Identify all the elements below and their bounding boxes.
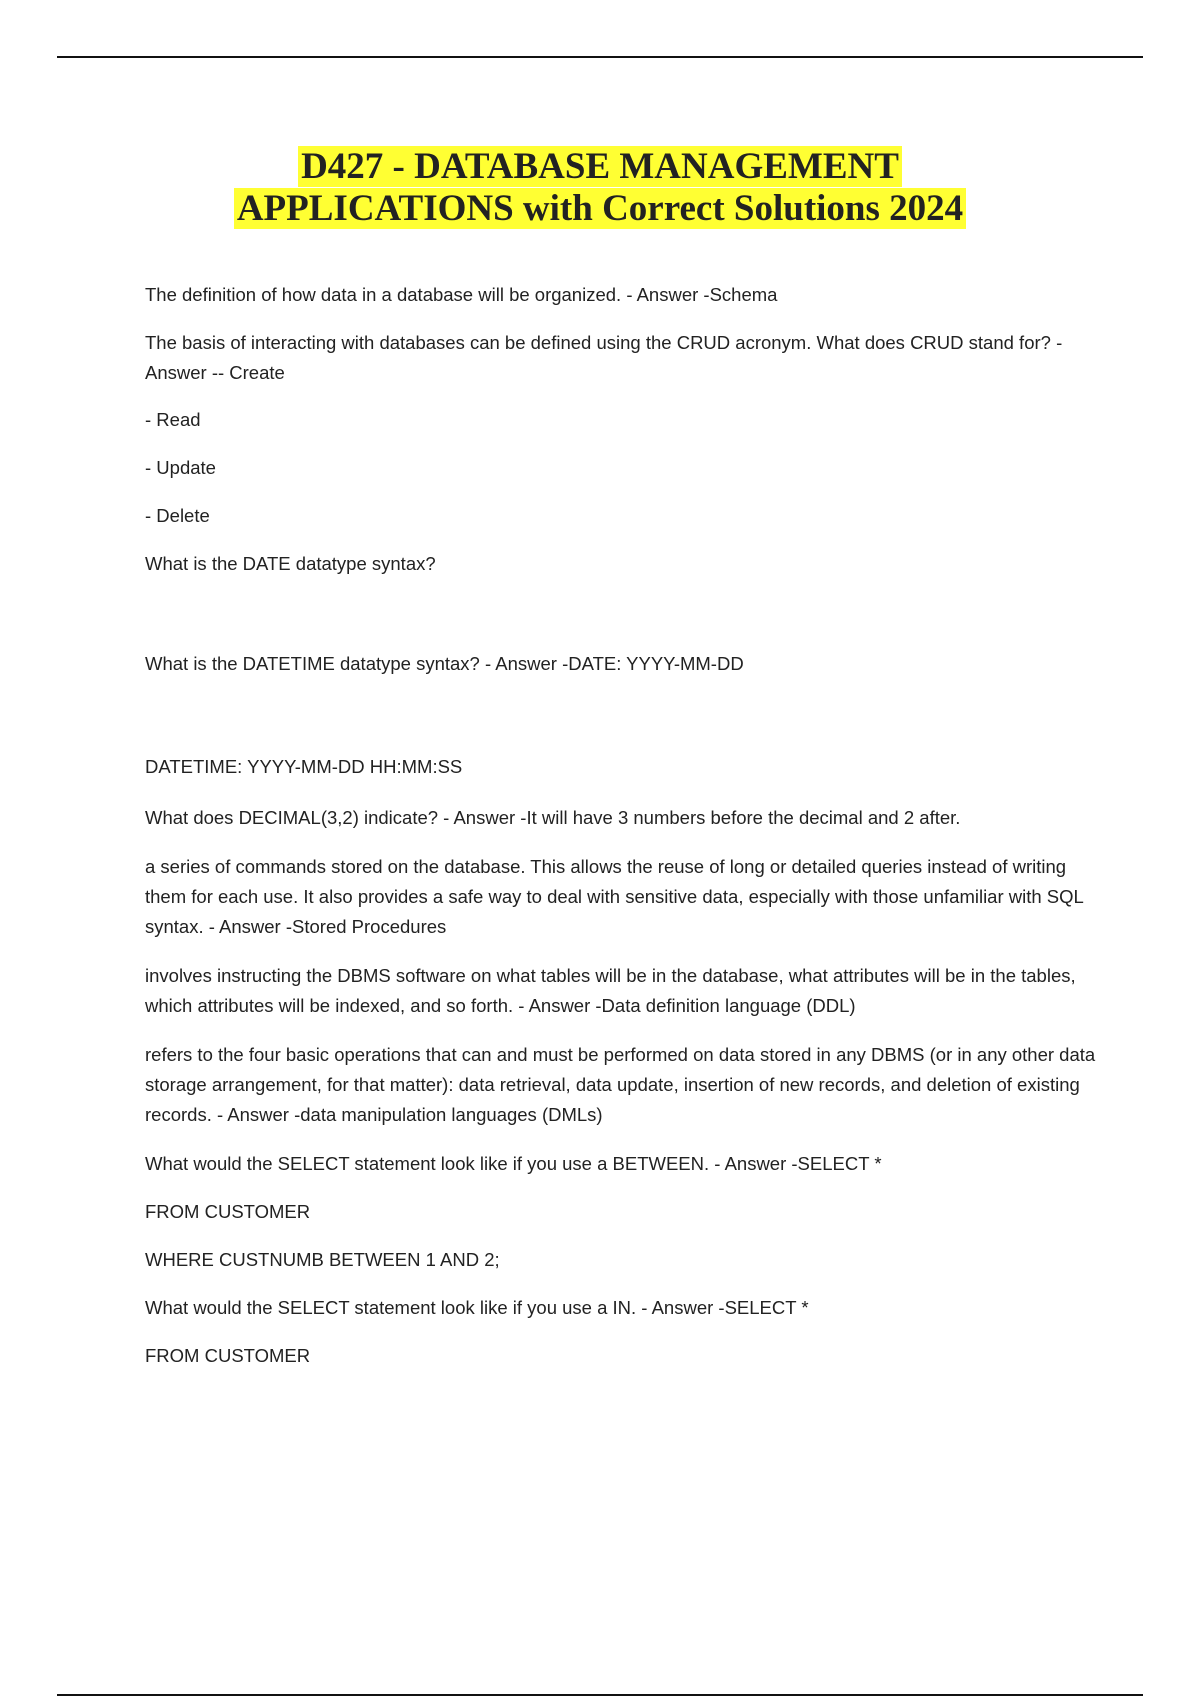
paragraph-dml: refers to the four basic operations that can and must be performed on data stored in any DBMS (or in any other data storage arrangement, for that matter): data retrieval, data update, insertion of new records, and deletion of existing records. - Answer -data manipulation languages (DMLs) bbox=[145, 1044, 1096, 1125]
paragraph-delete: - Delete bbox=[145, 505, 210, 526]
paragraph-date-question: What is the DATE datatype syntax? bbox=[145, 553, 436, 574]
title-line-2: APPLICATIONS with Correct Solutions 2024 bbox=[234, 188, 966, 229]
title-line-1: D427 - DATABASE MANAGEMENT bbox=[298, 146, 902, 187]
paragraph-decimal: What does DECIMAL(3,2) indicate? - Answer -It will have 3 numbers before the decimal and 2 after. bbox=[145, 807, 961, 828]
paragraph-between-question: What would the SELECT statement look like if you use a BETWEEN. - Answer -SELECT * bbox=[145, 1153, 882, 1174]
paragraph-crud: The basis of interacting with databases can be defined using the CRUD acronym. What does CRUD stand for? - Answer -- Create bbox=[145, 332, 1063, 383]
paragraph-datetime-answer: DATETIME: YYYY-MM-DD HH:MM:SS bbox=[145, 756, 463, 777]
paragraph-from-customer-2: FROM CUSTOMER bbox=[145, 1345, 311, 1366]
top-divider bbox=[57, 56, 1143, 58]
paragraph-stored-procedures: a series of commands stored on the database. This allows the reuse of long or detailed queries instead of writing them for each use. It also provides a safe way to deal with sensitive data, especially with those unfamiliar with SQL syntax. - Answer -Stored Procedures bbox=[145, 856, 1084, 937]
bottom-divider bbox=[57, 1694, 1143, 1696]
paragraph-update: - Update bbox=[145, 457, 216, 478]
paragraph-schema: The definition of how data in a database will be organized. - Answer -Schema bbox=[145, 284, 778, 305]
paragraph-in-question: What would the SELECT statement look like if you use a IN. - Answer -SELECT * bbox=[145, 1297, 809, 1318]
paragraph-read: - Read bbox=[145, 409, 201, 430]
document-title bbox=[0, 146, 1200, 230]
paragraph-where-between: WHERE CUSTNUMB BETWEEN 1 AND 2; bbox=[145, 1249, 500, 1270]
paragraph-from-customer-1: FROM CUSTOMER bbox=[145, 1201, 311, 1222]
paragraph-datetime-question: What is the DATETIME datatype syntax? - Answer -DATE: YYYY-MM-DD bbox=[145, 653, 744, 674]
paragraph-ddl: involves instructing the DBMS software on what tables will be in the database, what attributes will be in the tables, which attributes will be indexed, and so forth. - Answer -Data definition language (DDL) bbox=[145, 965, 1076, 1016]
document-body bbox=[145, 280, 1100, 1371]
